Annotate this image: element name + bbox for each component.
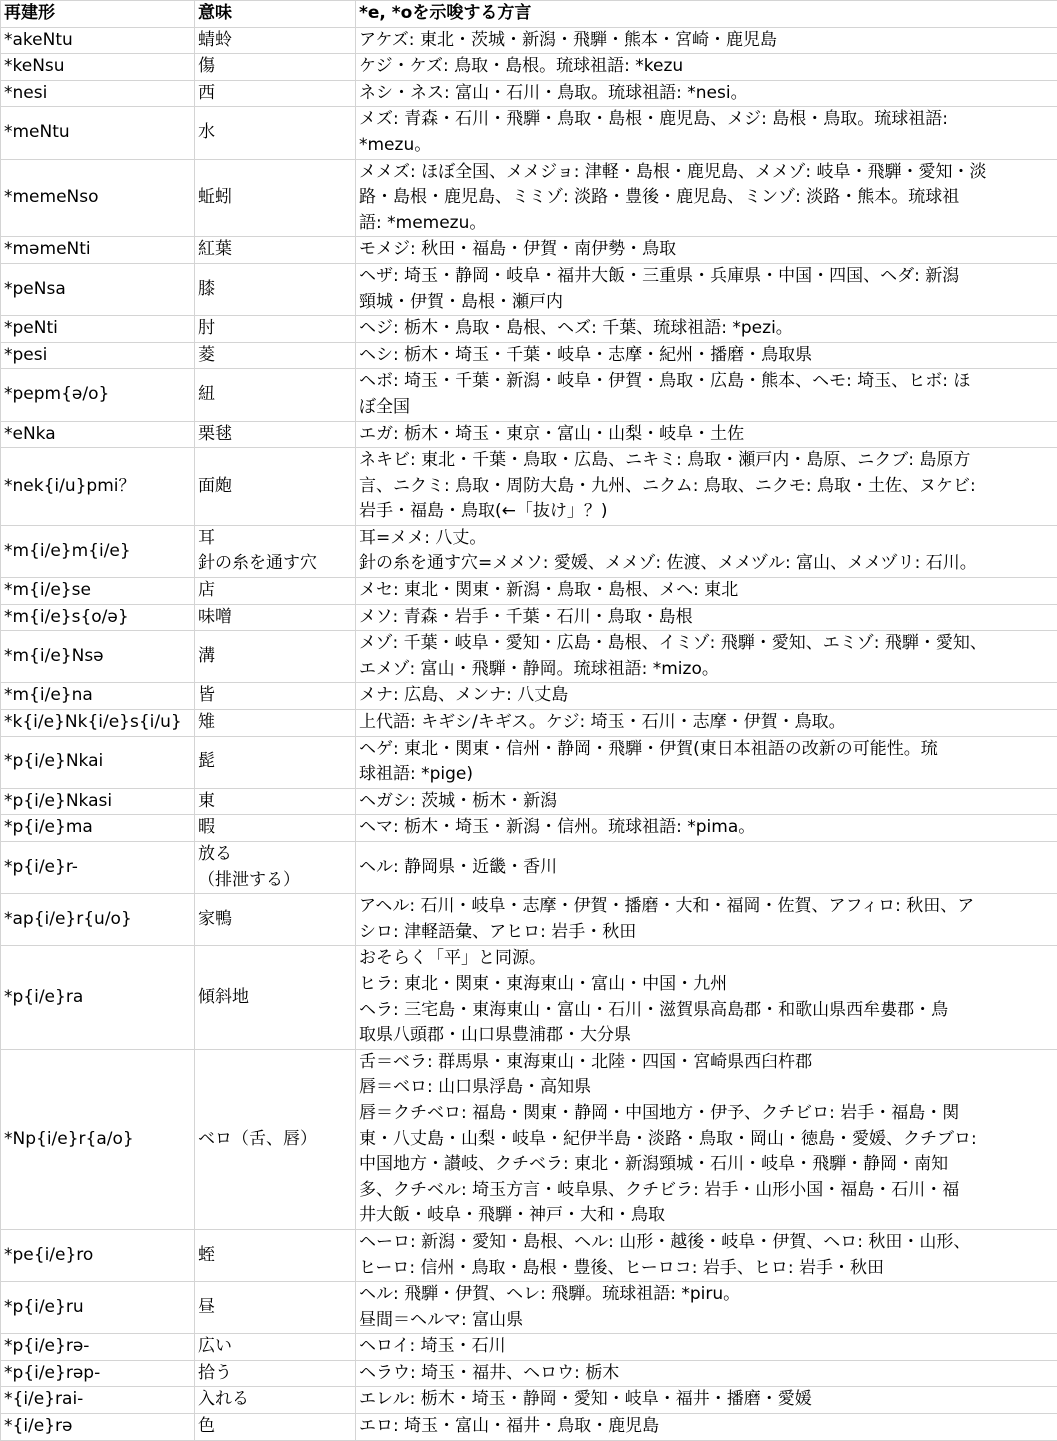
meaning-cell: 東 (195, 788, 356, 815)
meaning-cell: 広い (195, 1334, 356, 1361)
dialect-cell: ヘザ: 埼玉・静岡・岐阜・福井大飯・三重県・兵庫県・中国・四国、ヘダ: 新潟 頸城・伊賀・島根・瀬戸内 (356, 263, 1057, 315)
dialect-cell: アヘル: 石川・岐阜・志摩・伊賀・播磨・大和・福岡・佐賀、アフィロ: 秋田、ア シロ: 津軽語彙、アヒロ: 岩手・秋田 (356, 894, 1057, 946)
dialect-cell: モメジ: 秋田・福島・伊賀・南伊勢・鳥取 (356, 237, 1057, 264)
dialect-cell: エロ: 埼玉・富山・福井・鳥取・鹿児島 (356, 1414, 1057, 1441)
table-row (1, 1387, 1057, 1414)
dialect-cell: ヘボ: 埼玉・千葉・新潟・岐阜・伊賀・鳥取・広島・熊本、ヘモ: 埼玉、ヒボ: ほ ぼ全国 (356, 369, 1057, 421)
table-row (1, 421, 1057, 448)
reconstruction-cell: *pepm{ə/o} (1, 369, 195, 421)
header-form: 再建形 (1, 1, 195, 28)
meaning-cell: 西 (195, 80, 356, 107)
meaning-cell: 紐 (195, 369, 356, 421)
reconstruction-cell: *pe{i/e}ro (1, 1229, 195, 1281)
table-row (1, 683, 1057, 710)
meaning-cell: 蛭 (195, 1229, 356, 1281)
table-row (1, 946, 1057, 1049)
dialect-cell: メセ: 東北・関東・新潟・鳥取・島根、メヘ: 東北 (356, 578, 1057, 605)
meaning-cell: 味噌 (195, 604, 356, 631)
table-row (1, 1360, 1057, 1387)
reconstruction-cell: *m{i/e}se (1, 578, 195, 605)
table-row (1, 80, 1057, 107)
meaning-cell: 昼 (195, 1282, 356, 1334)
dialect-cell: 耳=メメ: 八丈。 針の糸を通す穴=メメソ: 愛媛、メメゾ: 佐渡、メメヅル: 富山、メメヅリ: 石川。 (356, 525, 1057, 577)
meaning-cell: 菱 (195, 342, 356, 369)
meaning-cell: 傷 (195, 54, 356, 81)
reconstruction-cell: *p{i/e}rəp- (1, 1360, 195, 1387)
dialect-cell: エレル: 栃木・埼玉・静岡・愛知・岐阜・福井・播磨・愛媛 (356, 1387, 1057, 1414)
reconstruction-cell: *p{i/e}r- (1, 842, 195, 894)
reconstruction-cell: *{i/e}rai- (1, 1387, 195, 1414)
reconstruction-cell: *peNti (1, 316, 195, 343)
dialect-cell: メナ: 広島、メンナ: 八丈島 (356, 683, 1057, 710)
meaning-cell: ベロ（舌、唇） (195, 1049, 356, 1229)
table-row (1, 604, 1057, 631)
meaning-cell: 暇 (195, 815, 356, 842)
dialect-cell: エガ: 栃木・埼玉・東京・富山・山梨・岐阜・土佐 (356, 421, 1057, 448)
table-row (1, 54, 1057, 81)
reconstruction-cell: *keNsu (1, 54, 195, 81)
dialect-cell: 上代語: キギシ/キギス。ケジ: 埼玉・石川・志摩・伊賀・鳥取。 (356, 710, 1057, 737)
reconstruction-cell: *m{i/e}Nsə (1, 631, 195, 683)
reconstruction-cell: *meNtu (1, 107, 195, 159)
reconstruction-cell: *pesi (1, 342, 195, 369)
dialect-cell: ヘル: 飛騨・伊賀、ヘレ: 飛騨。琉球祖語: *piru。 昼間＝ヘルマ: 富山県 (356, 1282, 1057, 1334)
meaning-cell: 蚯蚓 (195, 159, 356, 237)
dialect-cell: ヘガシ: 茨城・栃木・新潟 (356, 788, 1057, 815)
dialect-cell: ヘジ: 栃木・鳥取・島根、ヘズ: 千葉、琉球祖語: *pezi。 (356, 316, 1057, 343)
dialect-cell: ヘマ: 栃木・埼玉・新潟・信州。琉球祖語: *pima。 (356, 815, 1057, 842)
meaning-cell: 放る （排泄する） (195, 842, 356, 894)
meaning-cell: 店 (195, 578, 356, 605)
dialect-cell: ケジ・ケズ: 鳥取・島根。琉球祖語: *kezu (356, 54, 1057, 81)
dialect-cell: ネキビ: 東北・千葉・鳥取・広島、ニキミ: 鳥取・瀬戸内・島原、ニクブ: 島原方 言、ニクミ: 鳥取・周防大島・九州、ニクム: 鳥取、ニクモ: 鳥取・土佐、ヌケビ: 岩手・福島・鳥取(←「抜け」？) (356, 448, 1057, 526)
reconstruction-cell: *akeNtu (1, 27, 195, 54)
reconstruction-cell: *p{i/e}Nkai (1, 736, 195, 788)
table-body (1, 27, 1057, 1440)
table-row (1, 369, 1057, 421)
reconstruction-cell: *peNsa (1, 263, 195, 315)
reconstruction-cell: *nesi (1, 80, 195, 107)
table-row (1, 342, 1057, 369)
reconstruction-cell: *memeNso (1, 159, 195, 237)
meaning-cell: 耳 針の糸を通す穴 (195, 525, 356, 577)
dialect-cell: メメズ: ほぼ全国、メメジョ: 津軽・島根・鹿児島、メメゾ: 岐阜・飛騨・愛知・淡 路・島根・鹿児島、ミミゾ: 淡路・豊後・鹿児島、ミンゾ: 淡路・熊本。琉球祖 語: *memezu。 (356, 159, 1057, 237)
table-row (1, 159, 1057, 237)
reconstruction-cell: *Np{i/e}r{a/o} (1, 1049, 195, 1229)
reconstruction-cell: *nek{i/u}pmi？ (1, 448, 195, 526)
meaning-cell: 紅葉 (195, 237, 356, 264)
table-row (1, 27, 1057, 54)
header-row (1, 1, 1057, 28)
meaning-cell: 肘 (195, 316, 356, 343)
table-row (1, 263, 1057, 315)
table-row (1, 894, 1057, 946)
header-dialects: *e, *oを示唆する方言 (356, 1, 1057, 28)
reconstruction-cell: *{i/e}rə (1, 1414, 195, 1441)
meaning-cell: 傾斜地 (195, 946, 356, 1049)
meaning-cell: 髭 (195, 736, 356, 788)
reconstruction-cell: *p{i/e}ma (1, 815, 195, 842)
reconstruction-cell: *p{i/e}ru (1, 1282, 195, 1334)
table-row (1, 736, 1057, 788)
dialect-cell: ヘル: 静岡県・近畿・香川 (356, 842, 1057, 894)
table-row (1, 1282, 1057, 1334)
reconstruction-cell: *p{i/e}Nkasi (1, 788, 195, 815)
reconstruction-cell: *m{i/e}m{i/e} (1, 525, 195, 577)
table-row (1, 525, 1057, 577)
meaning-cell: 入れる (195, 1387, 356, 1414)
meaning-cell: 蜻蛉 (195, 27, 356, 54)
table-row (1, 815, 1057, 842)
meaning-cell: 皆 (195, 683, 356, 710)
table-row (1, 1334, 1057, 1361)
meaning-cell: 色 (195, 1414, 356, 1441)
table-row (1, 1049, 1057, 1229)
table-row (1, 631, 1057, 683)
reconstruction-cell: *p{i/e}ra (1, 946, 195, 1049)
dialect-cell: メズ: 青森・石川・飛騨・鳥取・島根・鹿児島、メジ: 島根・鳥取。琉球祖語: *mezu。 (356, 107, 1057, 159)
dialect-cell: ヘゲ: 東北・関東・信州・静岡・飛騨・伊賀(東日本祖語の改新の可能性。琉 球祖語: *pige) (356, 736, 1057, 788)
table-row (1, 578, 1057, 605)
dialect-cell: メソ: 青森・岩手・千葉・石川・鳥取・島根 (356, 604, 1057, 631)
meaning-cell: 水 (195, 107, 356, 159)
dialect-cell: アケズ: 東北・茨城・新潟・飛騨・熊本・宮崎・鹿児島 (356, 27, 1057, 54)
table-row (1, 448, 1057, 526)
reconstruction-cell: *k{i/e}Nk{i/e}s{i/u} (1, 710, 195, 737)
header-meaning: 意味 (195, 1, 356, 28)
dialect-cell: ヘーロ: 新潟・愛知・島根、ヘル: 山形・越後・岐阜・伊賀、ヘロ: 秋田・山形、 ヒーロ: 信州・鳥取・島根・豊後、ヒーロコ: 岩手、ヒロ: 岩手・秋田 (356, 1229, 1057, 1281)
reconstruction-cell: *eNka (1, 421, 195, 448)
reconstruction-cell: *m{i/e}na (1, 683, 195, 710)
reconstruction-cell: *məmeNti (1, 237, 195, 264)
table-row (1, 710, 1057, 737)
dialect-cell: ネシ・ネス: 富山・石川・鳥取。琉球祖語: *nesi。 (356, 80, 1057, 107)
meaning-cell: 雉 (195, 710, 356, 737)
dialect-cell: ヘシ: 栃木・埼玉・千葉・岐阜・志摩・紀州・播磨・鳥取県 (356, 342, 1057, 369)
meaning-cell: 溝 (195, 631, 356, 683)
meaning-cell: 家鴨 (195, 894, 356, 946)
table-row (1, 1229, 1057, 1281)
reconstruction-cell: *ap{i/e}r{u/o} (1, 894, 195, 946)
dialect-cell: ヘロイ: 埼玉・石川 (356, 1334, 1057, 1361)
dialect-cell: メゾ: 千葉・岐阜・愛知・広島・島根、イミゾ: 飛騨・愛知、エミゾ: 飛騨・愛知、 エメゾ: 富山・飛騨・静岡。琉球祖語: *mizo。 (356, 631, 1057, 683)
table-row (1, 842, 1057, 894)
dialect-cell: 舌＝ベラ: 群馬県・東海東山・北陸・四国・宮崎県西臼杵郡 唇＝ベロ: 山口県浮島・高知県 唇＝クチベロ: 福島・関東・静岡・中国地方・伊予、クチビロ: 岩手・福島・関 東・八丈島・山梨・岐阜・紀伊半島・淡路・鳥取・岡山・徳島・愛媛、クチブロ: 中国地方・讃岐、クチベラ: 東北・新潟頸城・石川・岐阜・飛騨・静岡・南知 多、クチベル: 埼玉方言・岐阜県、クチビラ: 岩手・山形小国・福島・石川・福 井大飯・岐阜・飛騨・神戸・大和・鳥取 (356, 1049, 1057, 1229)
table-row (1, 316, 1057, 343)
meaning-cell: 面皰 (195, 448, 356, 526)
table-row (1, 1414, 1057, 1441)
meaning-cell: 膝 (195, 263, 356, 315)
table-row (1, 788, 1057, 815)
dialect-cell: おそらく「平」と同源。 ヒラ: 東北・関東・東海東山・富山・中国・九州 ヘラ: 三宅島・東海東山・富山・石川・滋賀県高島郡・和歌山県西牟婁郡・鳥 取県八頭郡・山口県豊浦郡・大分県 (356, 946, 1057, 1049)
reconstruction-cell: *m{i/e}s{o/ə} (1, 604, 195, 631)
meaning-cell: 拾う (195, 1360, 356, 1387)
meaning-cell: 栗毬 (195, 421, 356, 448)
table-row (1, 107, 1057, 159)
table-row (1, 237, 1057, 264)
dialect-cell: ヘラウ: 埼玉・福井、ヘロウ: 栃木 (356, 1360, 1057, 1387)
reconstruction-cell: *p{i/e}rə- (1, 1334, 195, 1361)
